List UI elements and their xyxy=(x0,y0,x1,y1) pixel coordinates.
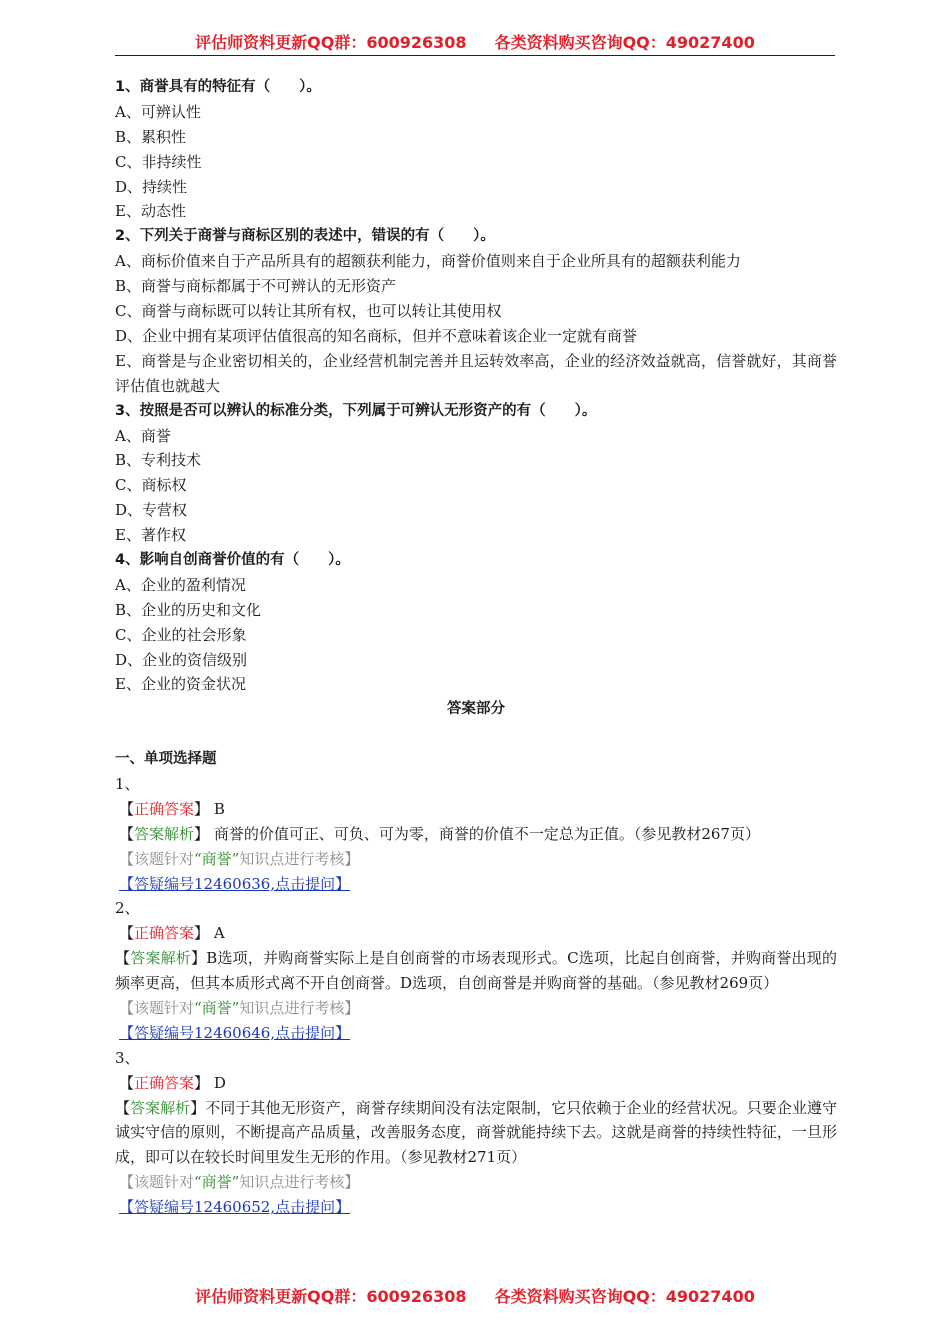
option: B、累积性 xyxy=(115,127,187,146)
correct-answer: 【正确答案】 D xyxy=(119,1073,226,1092)
topic-note: 【该题针对“商誉”知识点进行考核】 xyxy=(119,999,360,1018)
option: A、商誉 xyxy=(115,426,171,445)
topic-note: 【该题针对“商誉”知识点进行考核】 xyxy=(119,1173,360,1192)
analysis-text: 商誉的价值可正、可负、可为零，商誉的价值不一定总为正值。（参见教材267页） xyxy=(213,824,760,843)
option: B、专利技术 xyxy=(115,451,202,470)
answer-number: 3、 xyxy=(115,1048,140,1067)
header-divider xyxy=(115,55,835,56)
answer-value: B xyxy=(213,799,225,818)
ask-question-link[interactable]: 【答疑编号12460646,点击提问】 xyxy=(119,1023,351,1042)
ask-question-link[interactable]: 【答疑编号12460652,点击提问】 xyxy=(119,1198,351,1217)
answer-number: 2、 xyxy=(115,899,140,918)
answer-analysis: 【答案解析】不同于其他无形资产，商誉存续期间没有法定限制，它只依赖于企业的经营状况。只要企业遵守诚实守信的原则，不断提高产品质量，改善服务态度，商誉就能持续下去。这就是商誉的持续性特征，一旦形成，即可以在较长时间里发生无形的作用。（参见教材271页） xyxy=(115,1098,837,1167)
option: E、商誉是与企业密切相关的，企业经营机制完善并且运转效率高，企业的经济效益就高，信誉就好，其商誉评估值也就越大 xyxy=(115,351,837,395)
question-title: 4、影响自创商誉价值的有（ ）。 xyxy=(115,551,350,568)
option: A、可辨认性 xyxy=(115,102,201,121)
option: A、商标价值来自于产品所具有的超额获利能力，商誉价值则来自于企业所具有的超额获利能力 xyxy=(115,252,741,271)
option: E、企业的资金状况 xyxy=(115,675,246,694)
analysis-text: 不同于其他无形资产，商誉存续期间没有法定限制，它只依赖于企业的经营状况。只要企业遵守诚实守信的原则，不断提高产品质量，改善服务态度，商誉就能持续下去。这就是商誉的持续性特征，一旦形成，即可以在较长时间里发生无形的作用。（参见教材271页） xyxy=(115,1098,837,1167)
option: C、商标权 xyxy=(115,476,187,495)
footer-qq-group: 评估师资料更新QQ群：600926308 xyxy=(195,1287,467,1306)
option: D、企业中拥有某项评估值很高的知名商标，但并不意味着该企业一定就有商誉 xyxy=(115,326,638,345)
option: B、商誉与商标都属于不可辨认的无形资产 xyxy=(115,277,397,296)
answers-heading: 答案部分 xyxy=(447,701,505,718)
page-footer xyxy=(115,1286,835,1308)
option: D、企业的资信级别 xyxy=(115,650,248,669)
ask-question-link[interactable]: 【答疑编号12460636,点击提问】 xyxy=(119,874,351,893)
option: E、动态性 xyxy=(115,202,186,221)
answer-number: 1、 xyxy=(115,774,140,793)
question-title: 2、下列关于商誉与商标区别的表述中，错误的有（ ）。 xyxy=(115,228,495,245)
page-header xyxy=(115,32,835,54)
option: C、非持续性 xyxy=(115,152,202,171)
question-title: 3、按照是否可以辨认的标准分类，下列属于可辨认无形资产的有（ ）。 xyxy=(115,402,597,419)
answer-analysis: 【答案解析】B选项，并购商誉实际上是自创商誉的市场表现形式。C选项，比起自创商誉，并购商誉出现的频率更高，但其本质形式离不开自创商誉。D选项，自创商誉是并购商誉的基础。（参见教材269页） xyxy=(115,949,837,993)
answer-analysis: 【答案解析】 商誉的价值可正、可负、可为零，商誉的价值不一定总为正值。（参见教材267页） xyxy=(119,824,760,843)
header-purchase-qq: 各类资料购买咨询QQ：49027400 xyxy=(494,33,755,52)
option: D、持续性 xyxy=(115,177,188,196)
topic-note: 【该题针对“商誉”知识点进行考核】 xyxy=(119,849,360,868)
document-body xyxy=(115,75,837,1220)
option: E、著作权 xyxy=(115,526,186,545)
option: C、企业的社会形象 xyxy=(115,625,247,644)
section-title: 一、单项选择题 xyxy=(115,751,217,768)
correct-answer: 【正确答案】 A xyxy=(119,924,225,943)
analysis-text: B选项，并购商誉实际上是自创商誉的市场表现形式。C选项，比起自创商誉，并购商誉出现的频率更高，但其本质形式离不开自创商誉。D选项，自创商誉是并购商誉的基础。（参见教材269页） xyxy=(115,949,837,993)
option: A、企业的盈利情况 xyxy=(115,575,246,594)
option: C、商誉与商标既可以转让其所有权，也可以转让其使用权 xyxy=(115,302,502,321)
header-qq-group: 评估师资料更新QQ群：600926308 xyxy=(195,33,467,52)
footer-purchase-qq: 各类资料购买咨询QQ：49027400 xyxy=(494,1287,755,1306)
answer-value: D xyxy=(213,1073,226,1092)
answer-value: A xyxy=(213,924,225,943)
question-title: 1、商誉具有的特征有（ ）。 xyxy=(115,79,321,95)
option: B、企业的历史和文化 xyxy=(115,600,262,619)
option: D、专营权 xyxy=(115,501,188,520)
correct-answer: 【正确答案】 B xyxy=(119,799,225,818)
